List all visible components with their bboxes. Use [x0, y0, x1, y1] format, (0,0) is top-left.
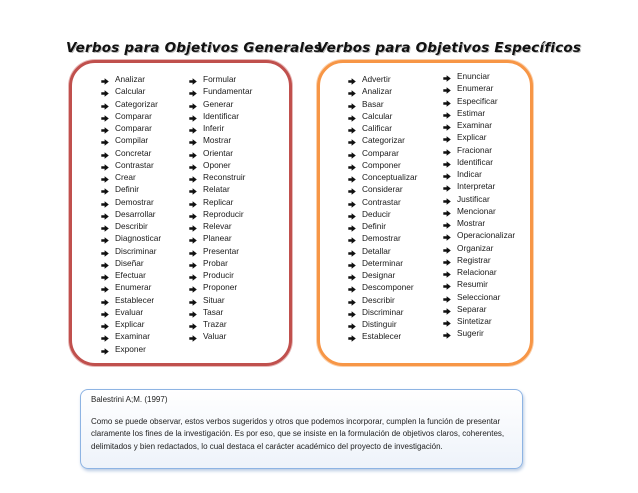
verb-label: Establecer [362, 331, 402, 342]
verb-label: Identificar [203, 110, 239, 121]
arrow-bullet-icon [101, 174, 109, 181]
note-body: Como se puede observar, estos verbos sugeridos y otros que podemos incorporar, cumplen la función de presentar claramente los fines de la investigación. Es por eso, que se insiste en la formulación de objetivos claros, coherentes, delimitados y bien redactados, lo cual destaca el carácter académico del proyecto de investigación. [91, 416, 505, 451]
verb-item [443, 254, 515, 266]
verb-label: Explicar [457, 132, 487, 143]
verb-label: Diseñar [115, 257, 144, 268]
arrow-bullet-icon [443, 85, 451, 92]
verb-item [189, 306, 252, 318]
verb-label: Crear [115, 172, 136, 182]
verb-label: Fracionar [457, 144, 493, 155]
arrow-bullet-icon [189, 260, 197, 267]
arrow-bullet-icon [443, 98, 451, 105]
verb-label: Operacionalizar [457, 230, 516, 241]
arrow-bullet-icon [443, 257, 451, 264]
arrow-bullet-icon [101, 248, 109, 255]
verb-item [189, 147, 252, 159]
verb-item [189, 171, 252, 183]
verb-item [189, 183, 252, 195]
verb-item [348, 183, 417, 195]
verb-label: Examinar [457, 120, 493, 130]
arrow-bullet-icon [101, 211, 109, 218]
verb-item [101, 220, 161, 232]
arrow-bullet-icon [443, 122, 451, 129]
verb-item [101, 183, 161, 195]
verb-item [443, 303, 515, 315]
arrow-bullet-icon [101, 309, 109, 316]
verb-label: Discriminar [362, 306, 404, 317]
verb-label: Determinar [362, 257, 404, 268]
arrow-bullet-icon [443, 110, 451, 117]
specific-verbs-column-2 [443, 70, 515, 340]
verb-label: Demostrar [362, 233, 401, 244]
arrow-bullet-icon [101, 137, 109, 144]
verb-label: Comparar [115, 110, 152, 121]
verb-item [189, 330, 252, 342]
arrow-bullet-icon [348, 162, 356, 169]
verb-label: Identificar [457, 156, 493, 167]
arrow-bullet-icon [443, 306, 451, 313]
verb-label: Tasar [203, 306, 224, 317]
verb-label: Sintetizar [457, 316, 492, 326]
verb-label: Resumir [457, 279, 488, 290]
arrow-bullet-icon [443, 330, 451, 337]
arrow-bullet-icon [189, 150, 197, 157]
arrow-bullet-icon [189, 199, 197, 206]
verb-item [443, 278, 515, 290]
verb-label: Descomponer [362, 282, 414, 293]
verb-item [189, 281, 252, 293]
verb-label: Detallar [362, 245, 391, 256]
verb-item [189, 73, 252, 85]
verb-item [101, 196, 161, 208]
verb-label: Orientar [203, 147, 233, 158]
verb-item [101, 134, 161, 146]
arrow-bullet-icon [101, 346, 109, 353]
arrow-bullet-icon [348, 297, 356, 304]
verb-item [348, 196, 417, 208]
arrow-bullet-icon [189, 88, 197, 95]
verb-item [348, 85, 417, 97]
arrow-bullet-icon [348, 223, 356, 230]
verb-label: Interpretar [457, 181, 496, 192]
arrow-bullet-icon [189, 101, 197, 108]
verb-item [443, 291, 515, 303]
arrow-bullet-icon [348, 101, 356, 108]
verb-label: Presentar [203, 245, 239, 256]
arrow-bullet-icon [348, 76, 356, 83]
verb-item [348, 208, 417, 220]
verb-label: Relatar [203, 184, 230, 195]
verb-label: Planear [203, 233, 232, 244]
verb-item [443, 168, 515, 180]
arrow-bullet-icon [189, 186, 197, 193]
verb-label: Enumerar [115, 282, 152, 293]
verb-label: Analizar [115, 74, 145, 84]
verb-item [443, 217, 515, 229]
arrow-bullet-icon [101, 333, 109, 340]
verb-item [189, 159, 252, 171]
verb-item [348, 245, 417, 257]
verb-label: Establecer [115, 294, 155, 305]
arrow-bullet-icon [189, 248, 197, 255]
verb-label: Contrastar [115, 159, 154, 170]
general-objectives-title: Verbos para Objetivos Generales [66, 40, 322, 56]
arrow-bullet-icon [189, 235, 197, 242]
verb-label: Formular [203, 74, 237, 84]
verb-item [189, 232, 252, 244]
verb-item [443, 242, 515, 254]
verb-item [443, 144, 515, 156]
arrow-bullet-icon [348, 199, 356, 206]
verb-item [189, 208, 252, 220]
verb-label: Enunciar [457, 71, 490, 81]
verb-item [348, 220, 417, 232]
verb-label: Compilar [115, 135, 149, 146]
verb-label: Considerar [362, 184, 403, 195]
arrow-bullet-icon [101, 186, 109, 193]
arrow-bullet-icon [348, 321, 356, 328]
arrow-bullet-icon [189, 309, 197, 316]
verb-label: Estimar [457, 107, 486, 118]
arrow-bullet-icon [101, 260, 109, 267]
arrow-bullet-icon [101, 199, 109, 206]
verb-item [443, 156, 515, 168]
verb-label: Exponer [115, 343, 146, 354]
verb-item [443, 193, 515, 205]
arrow-bullet-icon [101, 150, 109, 157]
note-citation: Balestrini A;M. (1997) [91, 395, 168, 404]
arrow-bullet-icon [348, 272, 356, 279]
arrow-bullet-icon [189, 76, 197, 83]
verb-label: Examinar [115, 331, 151, 342]
verb-label: Reproducir [203, 208, 244, 219]
verb-label: Reconstruir [203, 172, 246, 182]
verb-item [101, 294, 161, 306]
verb-item [189, 257, 252, 269]
verb-item [189, 245, 252, 257]
arrow-bullet-icon [443, 281, 451, 288]
verb-label: Indicar [457, 169, 482, 179]
arrow-bullet-icon [101, 88, 109, 95]
arrow-bullet-icon [101, 321, 109, 328]
arrow-bullet-icon [101, 284, 109, 291]
verb-item [101, 98, 161, 110]
arrow-bullet-icon [443, 73, 451, 80]
arrow-bullet-icon [443, 208, 451, 215]
verb-item [189, 318, 252, 330]
verb-label: Replicar [203, 196, 234, 207]
verb-label: Demostrar [115, 196, 154, 207]
verb-label: Discriminar [115, 245, 157, 256]
verb-label: Producir [203, 270, 234, 280]
arrow-bullet-icon [348, 309, 356, 316]
verb-label: Comparar [115, 123, 152, 133]
verb-item [189, 294, 252, 306]
verb-item [348, 294, 417, 306]
verb-label: Separar [457, 303, 487, 314]
verb-item [189, 269, 252, 281]
arrow-bullet-icon [348, 284, 356, 291]
verb-label: Proponer [203, 282, 238, 293]
arrow-bullet-icon [189, 162, 197, 169]
verb-label: Analizar [362, 86, 392, 97]
verb-item [101, 171, 161, 183]
verb-item [189, 196, 252, 208]
arrow-bullet-icon [348, 333, 356, 340]
verb-item [348, 134, 417, 146]
verb-item [348, 306, 417, 318]
verb-item [189, 122, 252, 134]
verb-item [101, 257, 161, 269]
verb-label: Definir [115, 184, 139, 195]
arrow-bullet-icon [348, 211, 356, 218]
arrow-bullet-icon [101, 297, 109, 304]
verb-item [101, 208, 161, 220]
verb-item [101, 330, 161, 342]
verb-label: Sugerir [457, 328, 484, 339]
verb-label: Evaluar [115, 306, 144, 317]
arrow-bullet-icon [348, 235, 356, 242]
verb-item [101, 159, 161, 171]
arrow-bullet-icon [189, 297, 197, 304]
verb-label: Desarrollar [115, 208, 156, 219]
verb-item [101, 85, 161, 97]
arrow-bullet-icon [443, 294, 451, 301]
verb-item [443, 266, 515, 278]
verb-label: Mostrar [457, 218, 486, 228]
verb-item [189, 110, 252, 122]
verb-item [101, 245, 161, 257]
arrow-bullet-icon [101, 113, 109, 120]
arrow-bullet-icon [443, 159, 451, 166]
verb-item [101, 122, 161, 134]
arrow-bullet-icon [101, 101, 109, 108]
verb-item [189, 220, 252, 232]
verb-item [443, 82, 515, 94]
verb-item [101, 281, 161, 293]
verb-label: Componer [362, 159, 401, 170]
arrow-bullet-icon [189, 333, 197, 340]
verb-label: Explicar [115, 319, 145, 329]
verb-item [348, 318, 417, 330]
arrow-bullet-icon [101, 125, 109, 132]
specific-verbs-column-1 [348, 73, 417, 343]
arrow-bullet-icon [101, 272, 109, 279]
verb-label: Trazar [203, 319, 227, 329]
arrow-bullet-icon [189, 211, 197, 218]
general-verbs-column-2 [189, 73, 252, 343]
arrow-bullet-icon [189, 137, 197, 144]
verb-item [348, 98, 417, 110]
arrow-bullet-icon [189, 174, 197, 181]
arrow-bullet-icon [189, 113, 197, 120]
arrow-bullet-icon [189, 125, 197, 132]
verb-item [348, 269, 417, 281]
arrow-bullet-icon [348, 137, 356, 144]
verb-label: Calcular [115, 86, 146, 97]
arrow-bullet-icon [348, 260, 356, 267]
verb-label: Efectuar [115, 270, 146, 280]
arrow-bullet-icon [189, 284, 197, 291]
verb-label: Designar [362, 270, 396, 280]
verb-label: Relacionar [457, 267, 497, 277]
verb-label: Diagnosticar [115, 233, 162, 244]
verb-label: Mostrar [203, 135, 232, 146]
verb-label: Justificar [457, 193, 490, 204]
arrow-bullet-icon [189, 321, 197, 328]
arrow-bullet-icon [443, 232, 451, 239]
verb-item [101, 306, 161, 318]
verb-item [348, 232, 417, 244]
arrow-bullet-icon [443, 245, 451, 252]
arrow-bullet-icon [443, 147, 451, 154]
verb-label: Comparar [362, 147, 399, 158]
arrow-bullet-icon [189, 272, 197, 279]
verb-item [443, 95, 515, 107]
verb-item [348, 147, 417, 159]
verb-label: Mencionar [457, 205, 496, 216]
verb-item [189, 85, 252, 97]
verb-label: Fundamentar [203, 86, 253, 97]
verb-label: Categorizar [115, 98, 158, 109]
verb-item [348, 171, 417, 183]
verb-item [443, 205, 515, 217]
verb-label: Oponer [203, 159, 231, 170]
verb-item [101, 232, 161, 244]
verb-item [443, 315, 515, 327]
verb-item [101, 147, 161, 159]
verb-item [189, 134, 252, 146]
verb-label: Distinguir [362, 319, 397, 329]
general-verbs-column-1 [101, 73, 161, 355]
verb-label: Conceptualizar [362, 172, 418, 182]
verb-label: Advertir [362, 74, 391, 84]
verb-label: Calificar [362, 123, 392, 133]
arrow-bullet-icon [101, 223, 109, 230]
verb-label: Situar [203, 294, 225, 305]
verb-item [101, 73, 161, 85]
arrow-bullet-icon [348, 248, 356, 255]
arrow-bullet-icon [348, 186, 356, 193]
arrow-bullet-icon [348, 125, 356, 132]
verb-item [348, 257, 417, 269]
verb-label: Contrastar [362, 196, 401, 207]
verb-label: Definir [362, 221, 386, 231]
verb-item [443, 327, 515, 339]
arrow-bullet-icon [443, 183, 451, 190]
arrow-bullet-icon [443, 134, 451, 141]
verb-label: Concretar [115, 147, 152, 158]
verb-item [348, 110, 417, 122]
verb-item [348, 159, 417, 171]
verb-item [101, 343, 161, 355]
verb-item [189, 98, 252, 110]
arrow-bullet-icon [443, 220, 451, 227]
verb-item [348, 281, 417, 293]
verb-label: Describir [362, 294, 395, 305]
verb-label: Valuar [203, 331, 227, 342]
verb-item [443, 180, 515, 192]
arrow-bullet-icon [443, 196, 451, 203]
arrow-bullet-icon [189, 223, 197, 230]
verb-item [101, 318, 161, 330]
verb-item [443, 131, 515, 143]
verb-label: Probar [203, 257, 228, 268]
verb-label: Seleccionar [457, 291, 501, 302]
arrow-bullet-icon [101, 162, 109, 169]
verb-label: Especificar [457, 95, 498, 106]
arrow-bullet-icon [348, 113, 356, 120]
arrow-bullet-icon [348, 150, 356, 157]
verb-item [443, 70, 515, 82]
verb-label: Generar [203, 98, 234, 109]
verb-label: Describir [115, 221, 148, 231]
verb-label: Calcular [362, 110, 393, 121]
citation-note-box [80, 389, 523, 469]
verb-label: Organizar [457, 242, 494, 253]
verb-item [348, 330, 417, 342]
verb-item [101, 269, 161, 281]
verb-item [443, 229, 515, 241]
verb-label: Categorizar [362, 135, 405, 146]
verb-label: Basar [362, 98, 384, 109]
verb-item [101, 110, 161, 122]
arrow-bullet-icon [101, 76, 109, 83]
verb-label: Inferir [203, 123, 225, 133]
verb-item [443, 119, 515, 131]
verb-item [348, 73, 417, 85]
arrow-bullet-icon [443, 269, 451, 276]
arrow-bullet-icon [443, 171, 451, 178]
verb-label: Deducir [362, 208, 391, 219]
verb-item [348, 122, 417, 134]
arrow-bullet-icon [443, 318, 451, 325]
verb-label: Enumerar [457, 83, 494, 94]
specific-objectives-title: Verbos para Objetivos Específicos [317, 40, 582, 56]
arrow-bullet-icon [348, 88, 356, 95]
verb-label: Relevar [203, 221, 232, 231]
arrow-bullet-icon [348, 174, 356, 181]
arrow-bullet-icon [101, 235, 109, 242]
verb-item [443, 107, 515, 119]
verb-label: Registrar [457, 254, 491, 265]
